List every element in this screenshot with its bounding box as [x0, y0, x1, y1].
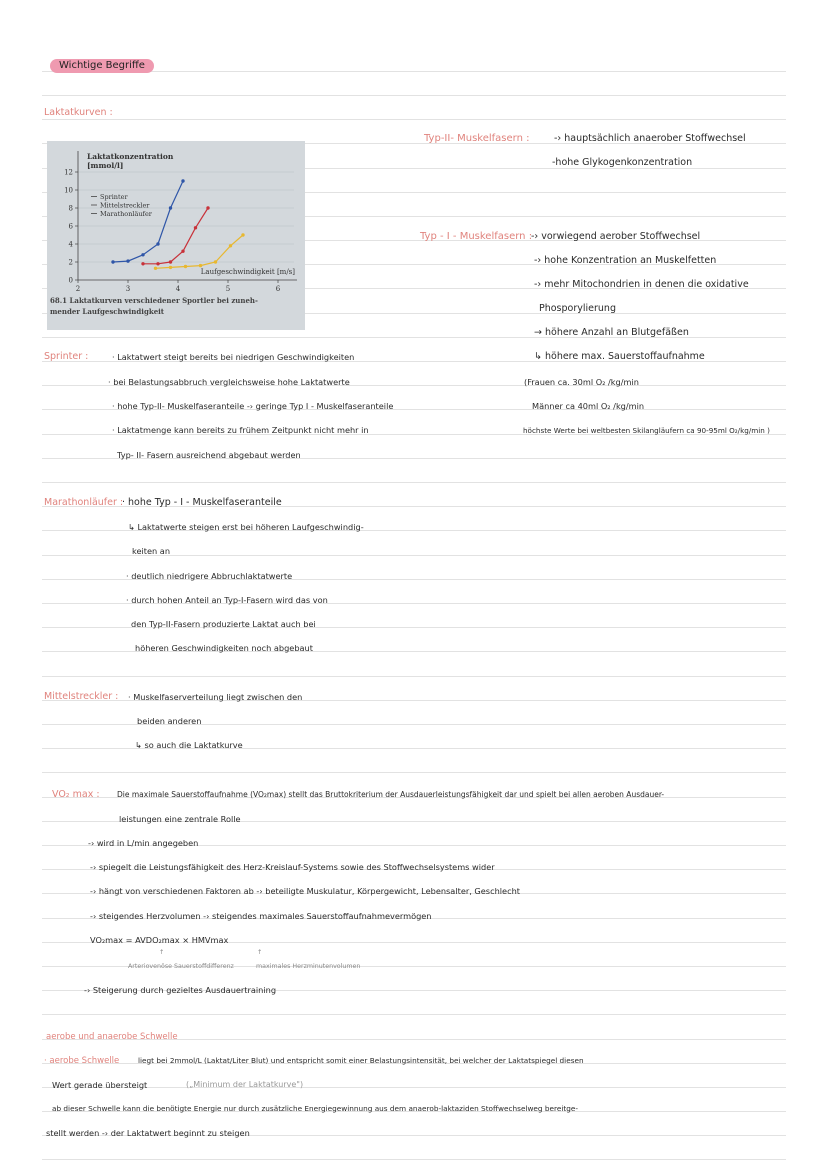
y-tick-label: 6 [68, 222, 73, 231]
vo2-arrow: ↑ [257, 949, 263, 956]
data-point [184, 265, 187, 268]
x-tick-label: 3 [125, 285, 131, 293]
vo2-bullet: -› hängt von verschiedenen Faktoren ab -› beteiligte Muskulatur, Körpergewicht, Lebensalter, Geschlecht [90, 886, 520, 896]
typ2-line: -› hauptsächlich anaerober Stoffwechsel [554, 133, 746, 144]
typ1-line: höchste Werte bei weltbesten Skilangläufern ca 90-95ml O₂/kg/min ) [523, 426, 770, 435]
y-tick-label: 8 [68, 204, 73, 213]
schwelle-label: · aerobe Schwelle [44, 1056, 120, 1066]
vo2-label: VO₂ max : [52, 789, 100, 800]
x-tick-label: 2 [75, 285, 81, 293]
vo2-bullet: -› steigendes Herzvolumen -› steigendes maximales Sauerstoffaufnahmevermögen [90, 911, 432, 921]
y-tick-label: 2 [68, 258, 73, 267]
y-tick-label: 12 [64, 168, 73, 177]
chart-ylabel: [mmol/l] [87, 161, 124, 170]
data-point [126, 259, 129, 262]
data-point [214, 260, 217, 263]
schwelle-line: Wert gerade übersteigt [52, 1080, 148, 1090]
data-point [229, 244, 232, 247]
data-point [194, 226, 197, 229]
legend-entry: Sprinter [100, 193, 128, 201]
typ1-line: -› mehr Mitochondrien in denen die oxidative [534, 279, 749, 290]
mittel-line: beiden anderen [137, 716, 202, 726]
data-point [169, 266, 172, 269]
sprinter-line: · Laktatmenge kann bereits zu frühem Zeitpunkt nicht mehr in [112, 425, 369, 435]
marathon-line: · hohe Typ - I - Muskelfaseranteile [122, 497, 282, 508]
x-tick-label: 5 [225, 285, 231, 293]
series-line-marathonläufer [156, 235, 244, 268]
data-point [156, 242, 159, 245]
y-tick-label: 4 [68, 240, 73, 249]
vo2-bullet: -› spiegelt die Leistungsfähigkeit des Herz-Kreislauf-Systems sowie des Stoffwechselsystems wider [90, 862, 495, 872]
marathon-line: · durch hohen Anteil an Typ-I-Fasern wird das von [126, 595, 328, 605]
page-title: Wichtige Begriffe [50, 59, 154, 73]
typ1-line: Phosporylierung [539, 303, 616, 314]
section-heading-laktatkurven: Laktatkurven : [44, 107, 113, 118]
data-point [169, 206, 172, 209]
marathon-line: keiten an [132, 546, 171, 556]
data-point [154, 267, 157, 270]
lactate-chart [47, 141, 305, 330]
x-tick-label: 6 [275, 285, 281, 293]
figure-caption-line1: 68.1 Laktatkurven verschiedener Sportler bei zuneh- [50, 296, 258, 305]
typ1-line: Männer ca 40ml O₂ /kg/min [532, 401, 645, 411]
marathon-line: den Typ-II-Fasern produzierte Laktat auch bei [131, 619, 316, 629]
typ1-line: -› vorwiegend aerober Stoffwechsel [531, 231, 701, 242]
y-tick-label: 10 [64, 186, 73, 195]
sprinter-line: · hohe Typ-II- Muskelfaseranteile -› geringe Typ I - Muskelfaseranteile [112, 401, 394, 411]
mittel-label: Mittelstreckler : [44, 691, 119, 702]
data-point [156, 262, 159, 265]
section-heading-schwelle: aerobe und anaerobe Schwelle [46, 1032, 178, 1042]
vo2-line: leistungen eine zentrale Rolle [119, 814, 241, 824]
vo2-note: maximales Herzminutenvolumen [256, 963, 361, 970]
typ1-label: Typ - I - Muskelfasern : [420, 231, 533, 242]
data-point [111, 260, 114, 263]
marathon-line: höheren Geschwindigkeiten noch abgebaut [135, 643, 313, 653]
vo2-arrow: ↑ [159, 949, 165, 956]
sprinter-label: Sprinter : [44, 351, 89, 362]
mittel-line: · Muskelfaserverteilung liegt zwischen den [128, 692, 303, 702]
typ1-line: -› hohe Konzentration an Muskelfetten [534, 255, 717, 266]
lactate-curve-figure [47, 141, 305, 330]
schwelle-line: liegt bei 2mmol/L (Laktat/Liter Blut) und entspricht somit einer Belastungsintensität, bei welcher der Laktatspiegel diesen [138, 1056, 584, 1065]
vo2-formula: VO₂max = AVDO₂max × HMVmax [90, 935, 229, 945]
data-point [199, 264, 202, 267]
schwelle-line: stellt werden -› der Laktatwert beginnt zu steigen [46, 1128, 250, 1138]
vo2-bullet: -› wird in L/min angegeben [88, 838, 199, 848]
chart-title: Laktatkonzentration [87, 152, 174, 161]
typ2-label: Typ-II- Muskelfasern : [424, 133, 530, 144]
sprinter-line: · Laktatwert steigt bereits bei niedrigen Geschwindigkeiten [112, 352, 355, 362]
marathon-line: ↳ Laktatwerte steigen erst bei höheren Laufgeschwindig- [128, 522, 364, 532]
data-point [141, 262, 144, 265]
y-tick-label: 0 [68, 276, 73, 285]
vo2-last: -› Steigerung durch gezieltes Ausdauertraining [84, 985, 277, 995]
data-point [181, 179, 184, 182]
vo2-note: Arteriovenöse Sauerstoffdifferenz [128, 963, 234, 970]
data-point [141, 253, 144, 256]
legend-entry: Mittelstreckler [100, 201, 150, 210]
marathon-label: Marathonläufer : [44, 497, 124, 508]
schwelle-line: ab dieser Schwelle kann die benötigte Energie nur durch zusätzliche Energiegewinnung aus dem anaerob-laktaziden Stoffwechselweg bereitge- [52, 1104, 578, 1113]
schwelle-note: („Minimum der Laktatkurve") [186, 1080, 304, 1089]
typ1-line: (Frauen ca. 30ml O₂ /kg/min [524, 377, 639, 387]
mittel-line: ↳ so auch die Laktatkurve [135, 740, 243, 750]
marathon-line: · deutlich niedrigere Abbruchlaktatwerte [126, 571, 293, 581]
typ1-line: → höhere Anzahl an Blutgefäßen [534, 327, 689, 338]
chart-xlabel: Laufgeschwindigkeit [m/s] [200, 268, 295, 276]
data-point [169, 260, 172, 263]
vo2-line: Die maximale Sauerstoffaufnahme (VO₂max) stellt das Bruttokriterium der Ausdauerleistungsfähigkeit dar und spielt bei allen aeroben Ausdauer- [117, 790, 665, 799]
series-line-mittelstreckler [143, 208, 208, 264]
data-point [206, 206, 209, 209]
typ2-line: -hohe Glykogenkonzentration [552, 157, 693, 168]
typ1-line: ↳ höhere max. Sauerstoffaufnahme [534, 351, 705, 362]
figure-caption-line2: mender Laufgeschwindigkeit [50, 307, 165, 316]
data-point [181, 250, 184, 253]
sprinter-line: · bei Belastungsabbruch vergleichsweise hohe Laktatwerte [108, 377, 350, 387]
legend-entry: Marathonläufer [100, 210, 152, 218]
sprinter-line: Typ- II- Fasern ausreichend abgebaut werden [117, 450, 301, 460]
data-point [241, 233, 244, 236]
x-tick-label: 4 [175, 285, 181, 293]
